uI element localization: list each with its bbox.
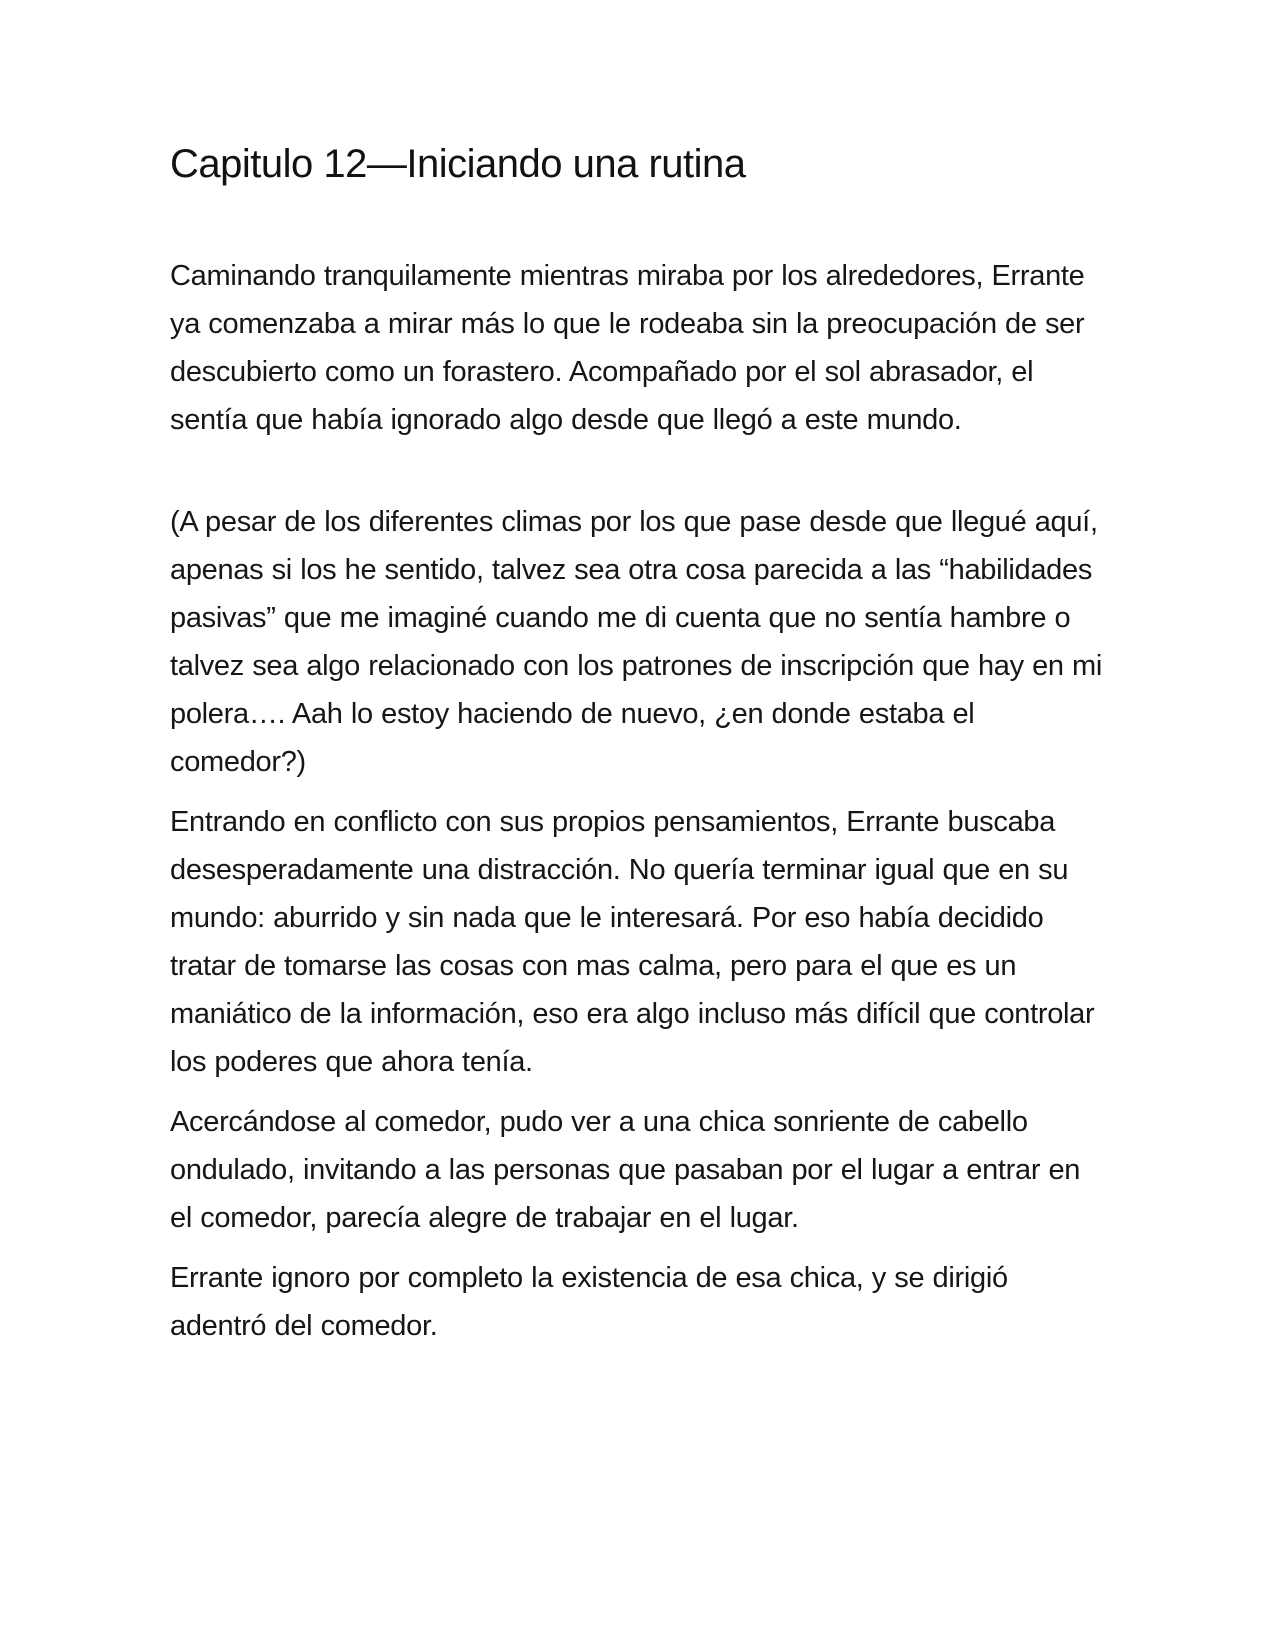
blank-line	[170, 456, 1110, 486]
document-body	[170, 252, 1110, 1350]
paragraph: Acercándose al comedor, pudo ver a una chica sonriente de cabello ondulado, invitando a las personas que pasaban por el lugar a entrar en el comedor, parecía alegre de trabajar en el lugar.	[170, 1106, 1081, 1234]
paragraph: Errante ignoro por completo la existencia de esa chica, y se dirigió adentró del comedor.	[170, 1262, 1008, 1342]
paragraph: Entrando en conflicto con sus propios pensamientos, Errante buscaba desesperadamente una distracción. No quería terminar igual que en su mundo: aburrido y sin nada que le interesará. Por eso había decidido tratar de tomarse las cosas con mas calma, pero para el que es un maniático de la información, eso era algo incluso más difícil que controlar los poderes que ahora tenía.	[170, 806, 1095, 1078]
chapter-title: Capitulo 12—Iniciando una rutina	[170, 142, 746, 186]
paragraph: (A pesar de los diferentes climas por los que pase desde que llegué aquí, apenas si los he sentido, talvez sea otra cosa parecida a las “habilidades pasivas” que me imaginé cuando me di cuenta que no sentía hambre o talvez sea algo relacionado con los patrones de inscripción que hay en mi polera…. Aah lo estoy haciendo de nuevo, ¿en donde estaba el comedor?)	[170, 506, 1103, 778]
document-content	[170, 140, 1110, 1362]
paragraph: Caminando tranquilamente mientras miraba por los alrededores, Errante ya comenzaba a mirar más lo que le rodeaba sin la preocupación de ser descubierto como un forastero. Acompañado por el sol abrasador, el sentía que había ignorado algo desde que llegó a este mundo.	[170, 260, 1085, 436]
